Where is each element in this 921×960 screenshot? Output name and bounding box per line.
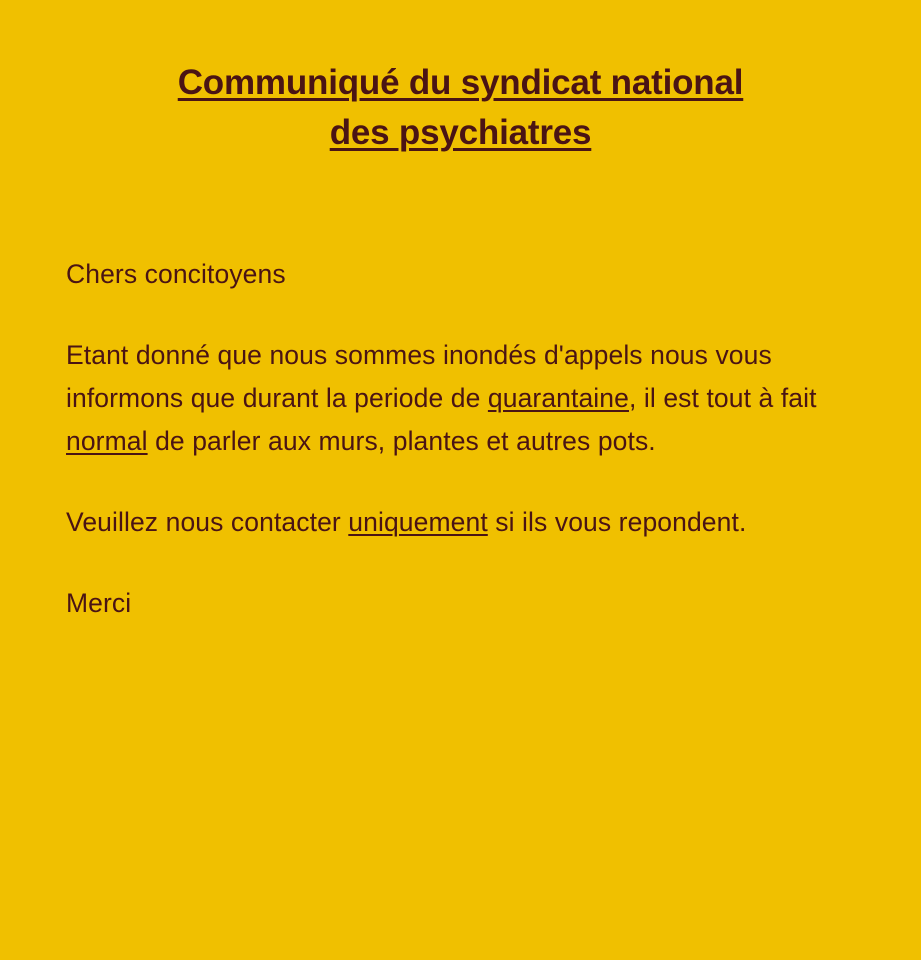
paragraph-contact [66, 501, 855, 544]
paragraph-main-part-3: de parler aux murs, plantes et autres pots. [147, 426, 656, 457]
page-title-line-2: des psychiatres [329, 112, 592, 152]
emphasis-uniquement: uniquement [348, 507, 488, 538]
document-body [66, 253, 855, 625]
paragraph-main-part-1: Etant donné que nous sommes inondés d'appels nous vous informons que durant la periode de [66, 340, 772, 414]
page-title-line-1: Communiqué du syndicat national [177, 63, 744, 102]
page-title [66, 58, 855, 157]
paragraph-main [66, 334, 855, 463]
emphasis-normal: normal [66, 426, 148, 457]
paragraph-contact-part-1: Veuillez nous contacter [66, 507, 349, 538]
paragraph-contact-part-2: si ils vous repondent. [487, 507, 747, 538]
paragraph-main-part-2: , il est tout à fait [628, 383, 817, 414]
paragraph-closing: Merci [66, 587, 132, 618]
paragraph-greeting: Chers concitoyens [66, 259, 286, 290]
emphasis-quarantaine: quarantaine [487, 383, 629, 414]
